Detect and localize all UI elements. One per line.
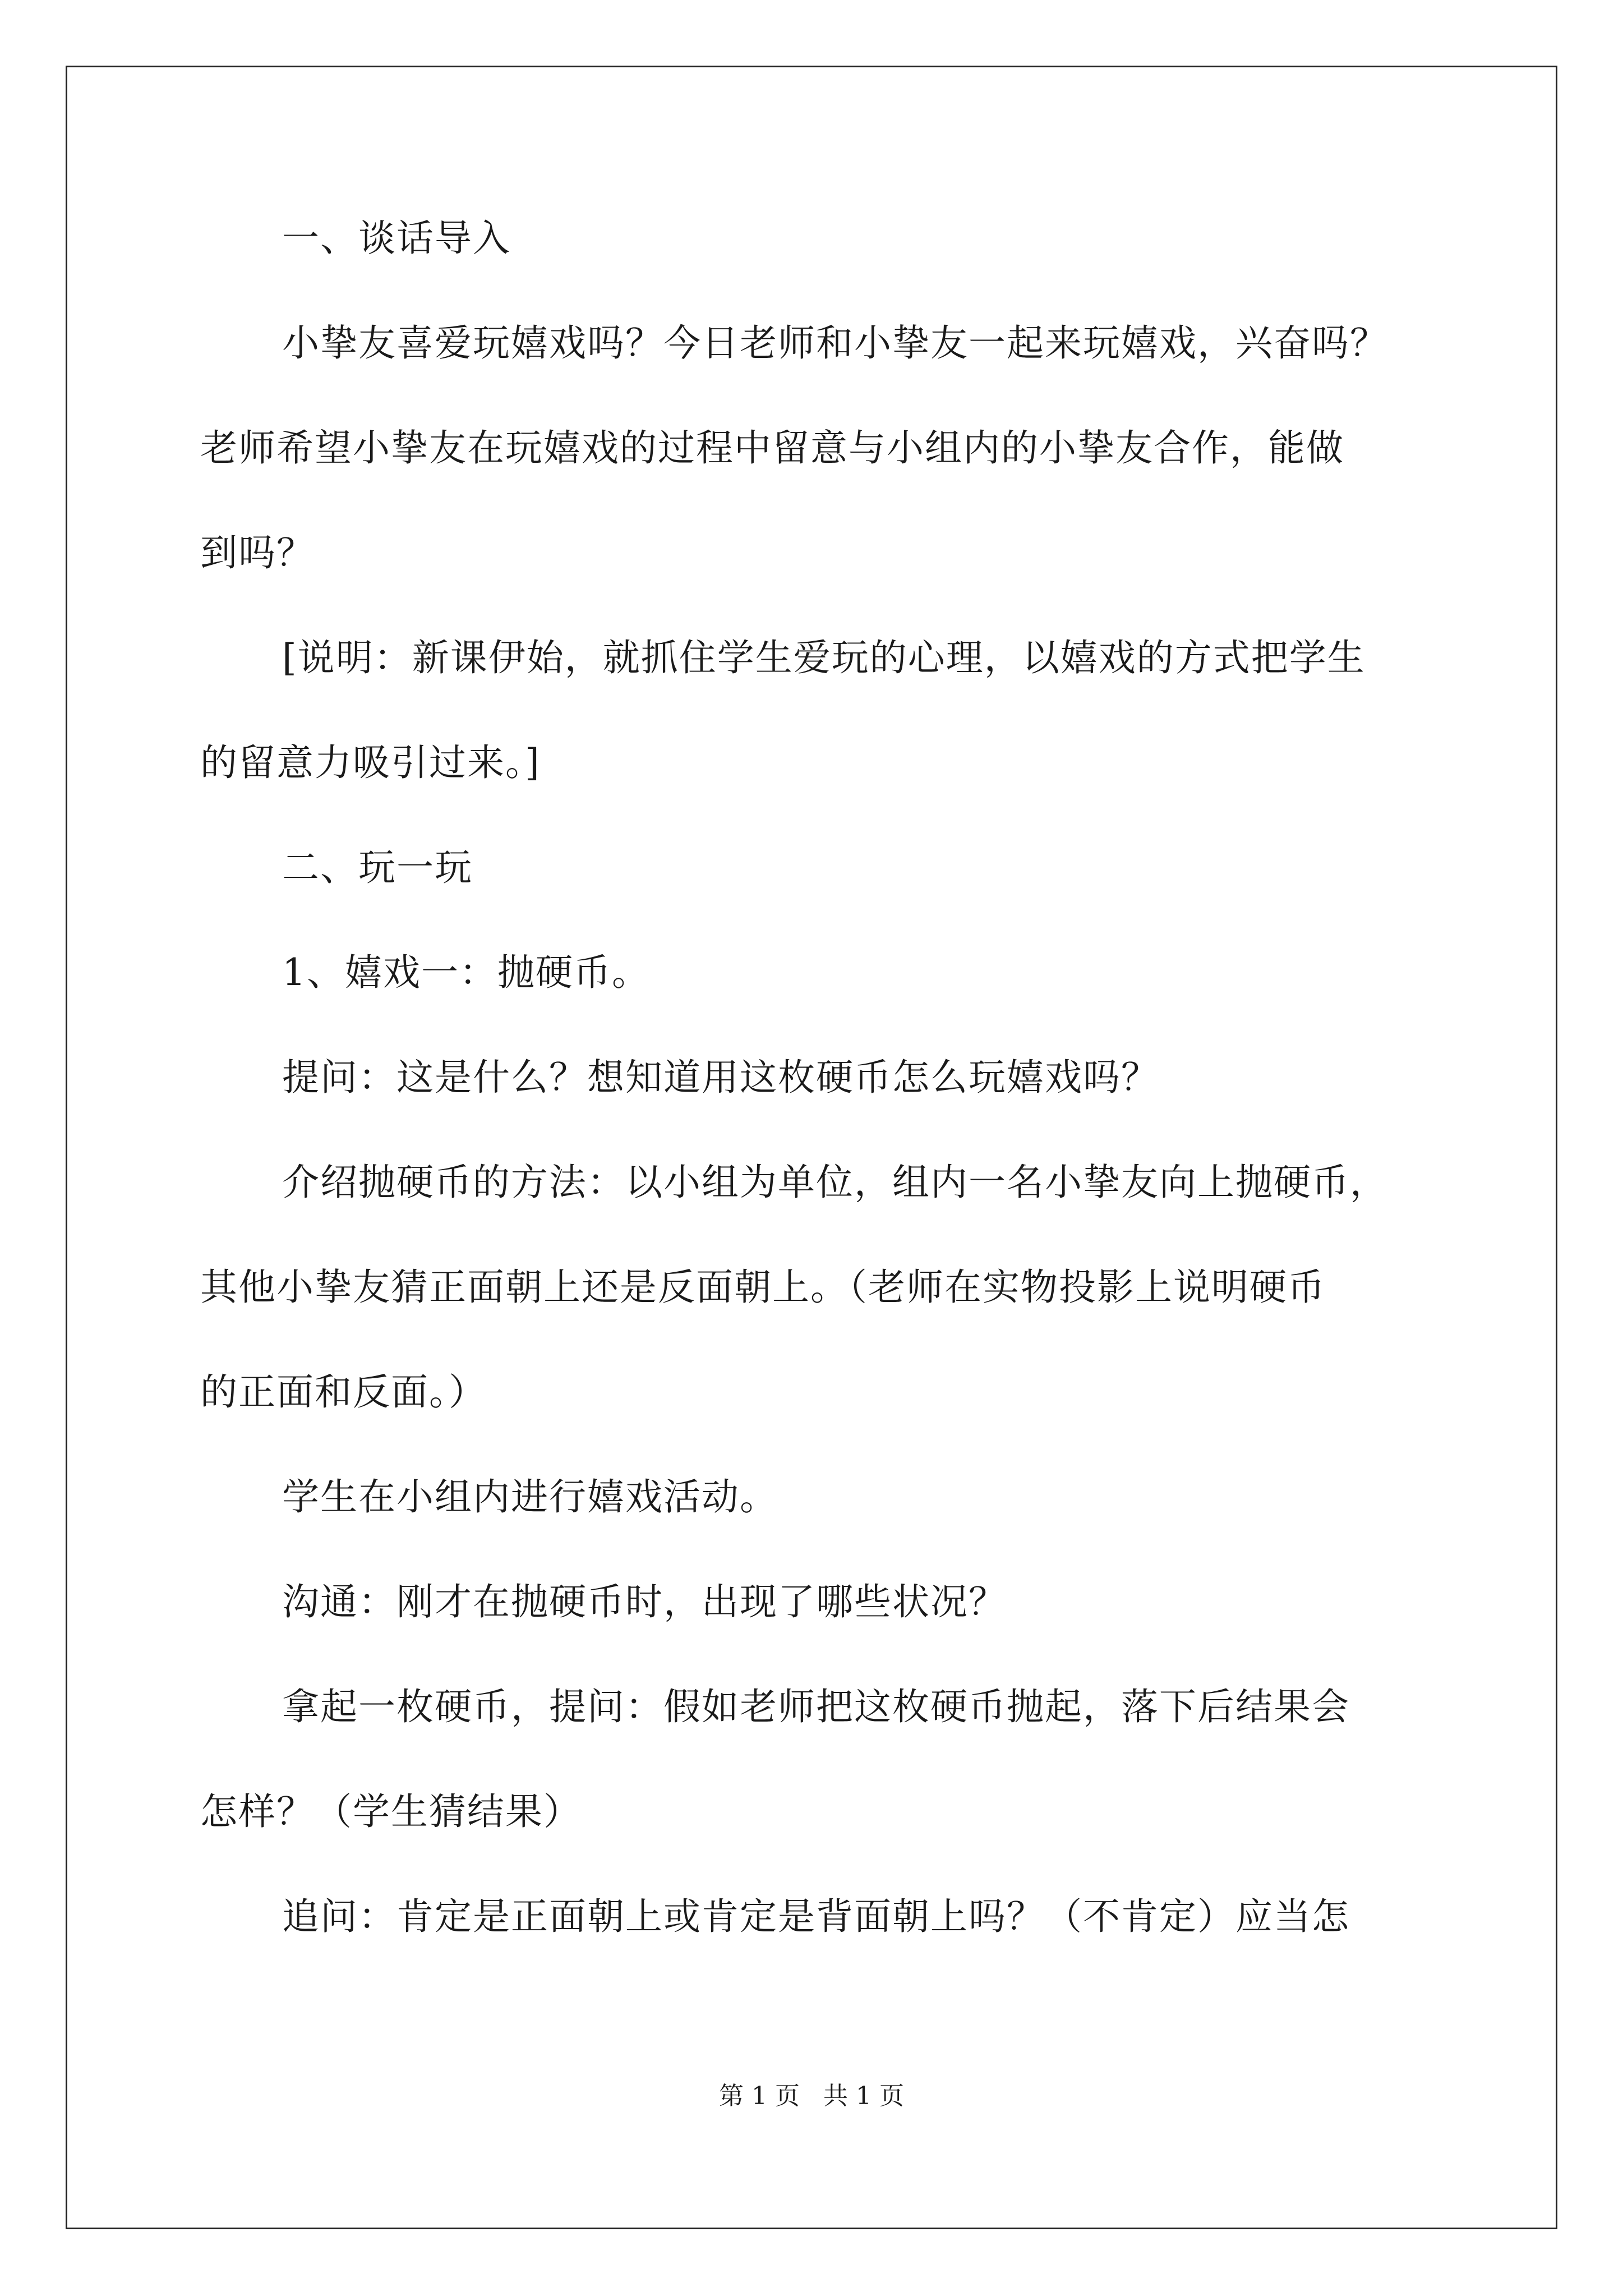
subheading-game-one: 1、嬉戏一：抛硬币。: [282, 951, 650, 994]
paragraph-line: 其他小挚友猜正面朝上还是反面朝上。（老师在实物投影上说明硬币: [200, 1266, 1326, 1309]
paragraph-line: 怎样？（学生猜结果）: [200, 1790, 582, 1833]
page-number-label: 第 1 页 共 1 页: [719, 2082, 904, 2110]
note-line: [说明：新课伊始，就抓住学生爱玩的心理，以嬉戏的方式把学生: [282, 636, 1366, 679]
section-heading-play: 二、玩一玩: [282, 846, 473, 889]
page-footer: [0, 2082, 1623, 2110]
paragraph-line: 介绍抛硬币的方法：以小组为单位，组内一名小挚友向上抛硬币，: [282, 1161, 1388, 1204]
paragraph-line: 小挚友喜爱玩嬉戏吗？今日老师和小挚友一起来玩嬉戏，兴奋吗？: [282, 321, 1388, 365]
paragraph-line: 老师希望小挚友在玩嬉戏的过程中留意与小组内的小挚友合作，能做: [200, 426, 1344, 470]
paragraph-line: 追问：肯定是正面朝上或肯定是背面朝上吗？（不肯定）应当怎: [282, 1895, 1350, 1938]
note-line: 的留意力吸引过来。]: [200, 741, 541, 784]
section-heading-intro: 一、谈话导入: [282, 217, 511, 260]
document-body: [200, 213, 1423, 1942]
paragraph-line: 学生在小组内进行嬉戏活动。: [282, 1475, 778, 1519]
paragraph-line: 提问：这是什么？想知道用这枚硬币怎么玩嬉戏吗？: [282, 1056, 1159, 1099]
paragraph-line: 拿起一枚硬币，提问：假如老师把这枚硬币抛起，落下后结果会: [282, 1685, 1350, 1728]
paragraph-line: 沟通：刚才在抛硬币时，出现了哪些状况？: [282, 1580, 1007, 1623]
paragraph-line: 到吗？: [200, 531, 315, 574]
paragraph-line: 的正面和反面。）: [200, 1370, 487, 1414]
